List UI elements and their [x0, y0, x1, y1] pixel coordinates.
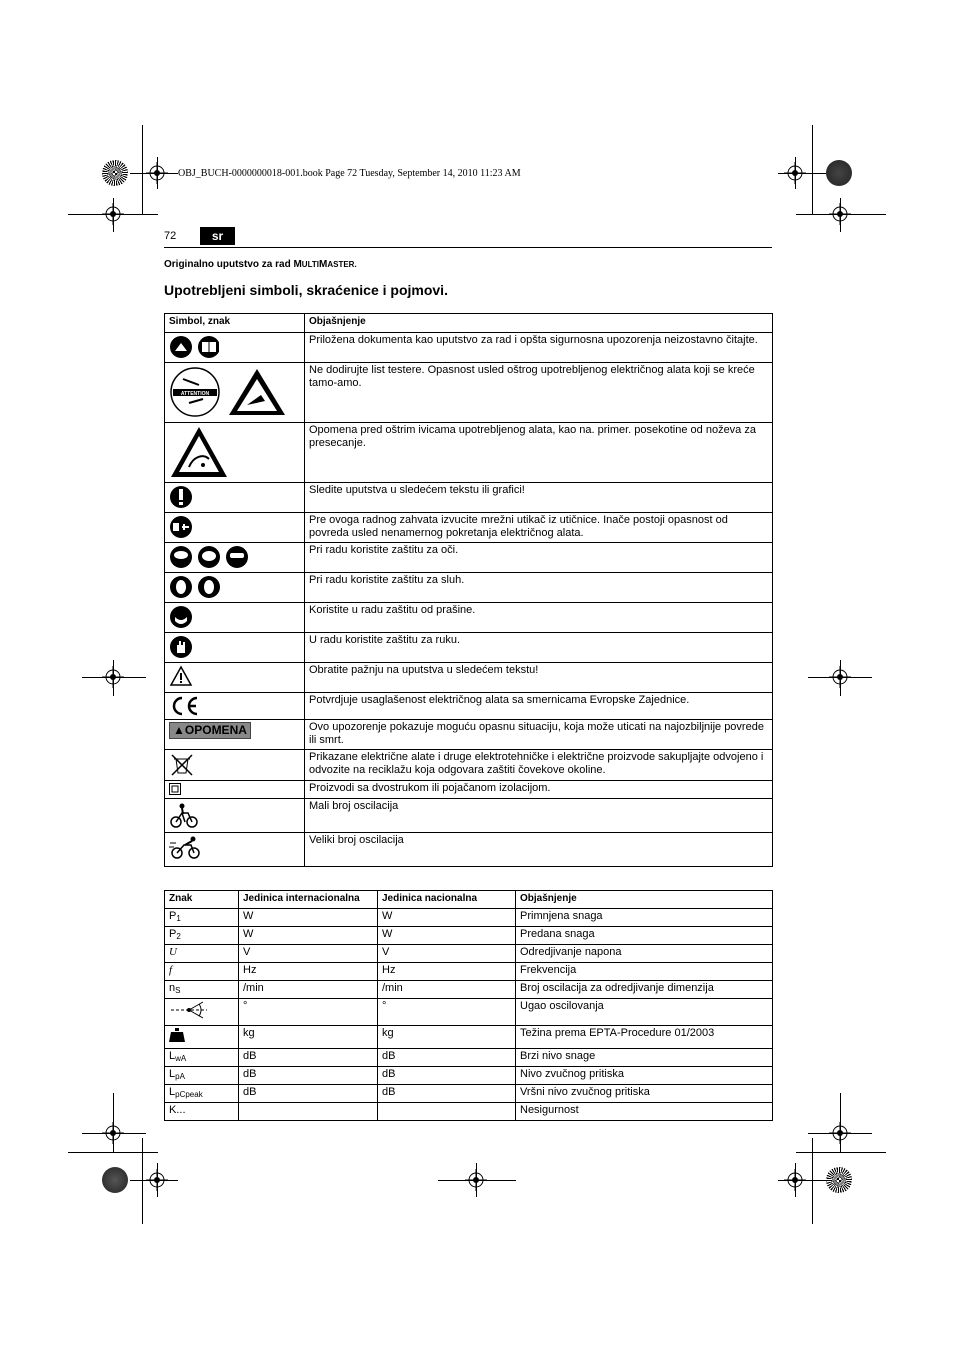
opomena-badge-icon: ▲OPOMENA: [169, 722, 251, 739]
sign-cell: $P_1$: [165, 909, 239, 927]
explanation-cell: Ugao oscilovanja: [516, 999, 773, 1026]
color-rosette-mark: [102, 1167, 128, 1193]
sign-cell: f: [165, 963, 239, 981]
explanation-text: Potvrdjuje usaglašenost električnog alata sa smernicama Evropske Zajednice.: [305, 693, 773, 720]
header-rule: [164, 247, 772, 248]
ce-mark-icon: [169, 695, 199, 717]
explanation-cell: Nivo zvučnog pritiska: [516, 1067, 773, 1085]
national-unit-cell: W: [378, 927, 516, 945]
explanation-cell: Predana snaga: [516, 927, 773, 945]
national-unit-cell: [378, 1103, 516, 1121]
table-row: [165, 513, 773, 543]
double-insulation-icon: [169, 783, 181, 795]
table-row: [165, 720, 773, 750]
explanation-cell: Brzi nivo snage: [516, 1049, 773, 1067]
explanation-text: Koristite u radu zaštitu od prašine.: [305, 603, 773, 633]
file-header: OBJ_BUCH-0000000018-001.book Page 72 Tuesday, September 14, 2010 11:23 AM: [178, 168, 521, 179]
intl-unit-cell: /min: [239, 981, 378, 999]
registration-mark: [784, 1169, 806, 1191]
table-row: [165, 781, 773, 799]
table-row: [165, 333, 773, 363]
table-row: [165, 693, 773, 720]
table-row: [165, 927, 773, 945]
explanation-text: Veliki broj oscilacija: [305, 833, 773, 867]
explanation-text: Sledite uputstva u sledećem tekstu ili grafici!: [305, 483, 773, 513]
table-row: [165, 483, 773, 513]
eye-protection-icon: [169, 545, 249, 569]
explanation-text: Obratite pažnju na uputstva u sledećem tekstu!: [305, 663, 773, 693]
sign-cell: $L_{pA}$: [165, 1067, 239, 1085]
registration-mark: [829, 203, 851, 225]
intl-unit-cell: °: [239, 999, 378, 1026]
column-header: Znak: [165, 891, 239, 909]
explanation-text: Pri radu koristite zaštitu za sluh.: [305, 573, 773, 603]
table-row: [165, 363, 773, 423]
registration-mark: [465, 1169, 487, 1191]
national-unit-cell: dB: [378, 1067, 516, 1085]
slow-bicycle-icon: [169, 801, 199, 829]
sign-cell: U: [165, 945, 239, 963]
explanation-text: Pri radu koristite zaštitu za oči.: [305, 543, 773, 573]
national-unit-cell: /min: [378, 981, 516, 999]
national-unit-cell: kg: [378, 1026, 516, 1049]
explanation-text: Pre ovoga radnog zahvata izvucite mrežni utikač iz utičnice. Inače postoji opasnost od povreda usled nenamernog pokretanja električnog alata.: [305, 513, 773, 543]
subtitle: Originalno uputstvo za rad MULTIMASTER.: [164, 259, 357, 270]
intl-unit-cell: Hz: [239, 963, 378, 981]
sign-cell: $P_2$: [165, 927, 239, 945]
explanation-cell: Težina prema EPTA-Procedure 01/2003: [516, 1026, 773, 1049]
language-tab: sr: [200, 227, 235, 245]
column-header: Jedinica nacionalna: [378, 891, 516, 909]
dust-mask-icon: [169, 605, 193, 629]
read-manual-icon: [169, 335, 219, 359]
sign-cell: $L_{wA}$: [165, 1049, 239, 1067]
explanation-text: Mali broj oscilacija: [305, 799, 773, 833]
color-rosette-mark: [826, 160, 852, 186]
intl-unit-cell: W: [239, 909, 378, 927]
explanation-cell: Broj oscilacija za odredjivanje dimenzija: [516, 981, 773, 999]
color-rosette-mark: [826, 1167, 852, 1193]
explanation-cell: Odredjivanje napona: [516, 945, 773, 963]
intl-unit-cell: [239, 1103, 378, 1121]
page-number: 72: [164, 230, 177, 242]
sharp-edge-warning-icon: [169, 425, 229, 479]
table-row: [165, 833, 773, 867]
explanation-text: Proizvodi sa dvostrukom ili pojačanom izolacijom.: [305, 781, 773, 799]
sign-cell: $n_S$: [165, 981, 239, 999]
national-unit-cell: V: [378, 945, 516, 963]
registration-mark: [829, 1122, 851, 1144]
sign-cell: $L_{pCpeak}$: [165, 1085, 239, 1103]
registration-mark: [102, 203, 124, 225]
table-row: [165, 799, 773, 833]
fast-bicycle-icon: [169, 835, 203, 861]
table-row: [165, 1085, 773, 1103]
attention-hot-blade-icon: [169, 365, 289, 419]
table-row: [165, 663, 773, 693]
page-title: Upotrebljeni simboli, skraćenice i pojmovi.: [164, 282, 448, 298]
table-row: [165, 909, 773, 927]
explanation-cell: Nesigurnost: [516, 1103, 773, 1121]
ear-protection-icon: [169, 575, 221, 599]
table-row: [165, 945, 773, 963]
column-header: Simbol, znak: [165, 314, 305, 333]
column-header: Jedinica internacionalna: [239, 891, 378, 909]
table-row: [165, 573, 773, 603]
registration-mark: [146, 1169, 168, 1191]
oscillation-angle-icon: [169, 1000, 209, 1020]
national-unit-cell: W: [378, 909, 516, 927]
table-row: [165, 633, 773, 663]
svg-text:ATTENTION: ATTENTION: [180, 391, 210, 397]
registration-mark: [146, 162, 168, 184]
explanation-cell: Vršni nivo zvučnog pritiska: [516, 1085, 773, 1103]
explanation-text: Ovo upozorenje pokazuje moguću opasnu situaciju, koja može uticati na najozbiljnije povrede ili smrt.: [305, 720, 773, 750]
national-unit-cell: Hz: [378, 963, 516, 981]
table-row: [165, 1103, 773, 1121]
table-row: [165, 423, 773, 483]
table-header-row: [165, 891, 773, 909]
registration-mark: [102, 666, 124, 688]
weee-bin-icon: [169, 752, 195, 778]
registration-mark: [784, 162, 806, 184]
national-unit-cell: dB: [378, 1085, 516, 1103]
gloves-icon: [169, 635, 193, 659]
table-row: [165, 603, 773, 633]
intl-unit-cell: kg: [239, 1026, 378, 1049]
intl-unit-cell: dB: [239, 1067, 378, 1085]
column-header: Objašnjenje: [305, 314, 773, 333]
intl-unit-cell: V: [239, 945, 378, 963]
mandatory-exclamation-icon: [169, 485, 193, 509]
explanation-text: Priložena dokumenta kao uputstvo za rad i opšta sigurnosna upozorenja neizostavno čitajte.: [305, 333, 773, 363]
table-row: [165, 1049, 773, 1067]
column-header: Objašnjenje: [516, 891, 773, 909]
color-rosette-mark: [102, 160, 128, 186]
sign-cell: [165, 999, 239, 1026]
table-row: [165, 750, 773, 781]
table-row: [165, 999, 773, 1026]
national-unit-cell: °: [378, 999, 516, 1026]
table-row: [165, 543, 773, 573]
sign-cell: K...: [165, 1103, 239, 1121]
weight-icon: [169, 1027, 185, 1043]
explanation-cell: Frekvencija: [516, 963, 773, 981]
registration-mark: [829, 666, 851, 688]
units-table: [164, 890, 773, 1121]
table-row: [165, 1026, 773, 1049]
explanation-text: Prikazane električne alate i druge elektrotehničke i električne proizvode sakupljajte odvojeno i odvozite na reciklažu koja odgovara zaštiti čovekove okoline.: [305, 750, 773, 781]
explanation-text: Ne dodirujte list testere. Opasnost usled oštrog upotrebljenog električnog alata koji se kreće tamo-amo.: [305, 363, 773, 423]
warning-triangle-icon: [169, 665, 193, 687]
sign-cell: [165, 1026, 239, 1049]
unplug-icon: [169, 515, 193, 539]
table-row: [165, 981, 773, 999]
symbols-table: [164, 313, 773, 867]
national-unit-cell: dB: [378, 1049, 516, 1067]
table-header-row: [165, 314, 773, 333]
registration-mark: [102, 1122, 124, 1144]
explanation-cell: Primnjena snaga: [516, 909, 773, 927]
intl-unit-cell: dB: [239, 1049, 378, 1067]
table-row: [165, 1067, 773, 1085]
intl-unit-cell: dB: [239, 1085, 378, 1103]
explanation-text: U radu koristite zaštitu za ruku.: [305, 633, 773, 663]
table-row: [165, 963, 773, 981]
explanation-text: Opomena pred oštrim ivicama upotrebljenog alata, kao na. primer. posekotine od noževa za presecanje.: [305, 423, 773, 483]
intl-unit-cell: W: [239, 927, 378, 945]
